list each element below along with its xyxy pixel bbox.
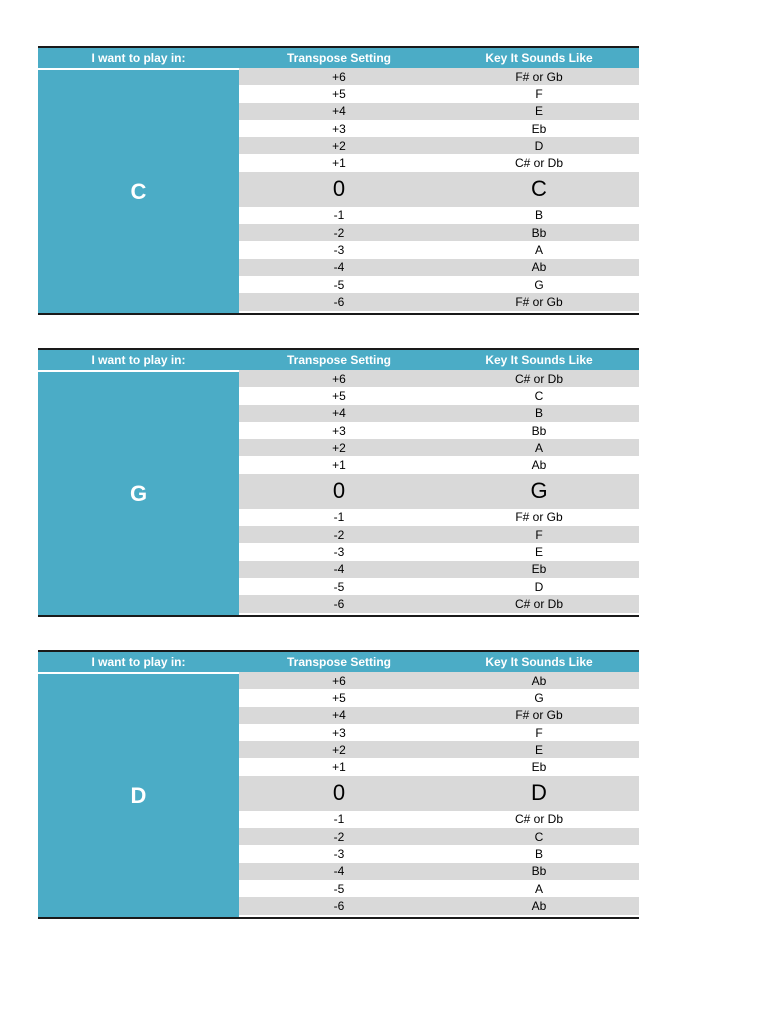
- sounds-cell: D: [531, 780, 547, 806]
- table-row: [239, 509, 639, 526]
- table-header: [38, 652, 639, 672]
- table-row: [239, 811, 639, 828]
- sounds-cell: Bb: [531, 225, 547, 240]
- table-row: [239, 85, 639, 102]
- sounds-cell: C: [534, 388, 544, 403]
- setting-cell: -5: [333, 881, 345, 896]
- table-row-zero: [239, 776, 639, 811]
- table-row: [239, 154, 639, 171]
- sounds-cell: Ab: [531, 898, 547, 913]
- sounds-cell: F# or Gb: [515, 69, 563, 84]
- table-row: [239, 224, 639, 241]
- header-play-in: I want to play in:: [91, 353, 186, 367]
- table-row: [239, 724, 639, 741]
- sounds-cell: F: [535, 86, 543, 101]
- setting-cell: +5: [332, 690, 346, 705]
- header-transpose-setting: Transpose Setting: [286, 353, 392, 367]
- table-row-zero: [239, 172, 639, 207]
- sounds-cell: C# or Db: [514, 812, 564, 827]
- setting-cell: 0: [332, 780, 346, 806]
- sounds-cell: C# or Db: [514, 156, 564, 171]
- sounds-cell: D: [534, 138, 544, 153]
- setting-cell: +3: [332, 121, 346, 136]
- sounds-cell: Eb: [531, 121, 547, 136]
- setting-cell: -5: [333, 277, 345, 292]
- setting-cell: 0: [332, 176, 346, 202]
- table-row: [239, 897, 639, 914]
- table-row: [239, 543, 639, 560]
- setting-cell: +6: [332, 69, 346, 84]
- table-rows: [239, 370, 639, 615]
- setting-cell: +6: [332, 673, 346, 688]
- setting-cell: 0: [332, 478, 346, 504]
- sounds-cell: A: [534, 881, 543, 896]
- table-row: [239, 526, 639, 543]
- table-row: [239, 293, 639, 310]
- table-row: [239, 561, 639, 578]
- header-play-in: I want to play in:: [91, 51, 186, 65]
- sounds-cell: Bb: [531, 423, 547, 438]
- setting-cell: +1: [332, 156, 346, 171]
- setting-cell: -3: [333, 545, 345, 560]
- table-header: [38, 350, 639, 370]
- setting-cell: -6: [333, 596, 345, 611]
- play-key-cell: C: [38, 68, 239, 313]
- table-row: [239, 758, 639, 775]
- table-row-zero: [239, 474, 639, 509]
- setting-cell: +4: [332, 104, 346, 119]
- table-row: [239, 741, 639, 758]
- sounds-cell: A: [534, 440, 543, 455]
- table-row: [239, 120, 639, 137]
- header-transpose-setting: Transpose Setting: [286, 51, 392, 65]
- sounds-cell: F: [535, 527, 543, 542]
- setting-cell: -2: [333, 829, 345, 844]
- sounds-cell: Eb: [531, 562, 547, 577]
- setting-cell: +5: [332, 388, 346, 403]
- table-row: [239, 863, 639, 880]
- setting-cell: -3: [333, 847, 345, 862]
- table-row: [239, 689, 639, 706]
- table-row: [239, 439, 639, 456]
- header-key-sounds-like: Key It Sounds Like: [485, 353, 593, 367]
- sounds-cell: Ab: [531, 673, 547, 688]
- setting-cell: -2: [333, 527, 345, 542]
- table-row: [239, 68, 639, 85]
- table-row: [239, 259, 639, 276]
- setting-cell: +5: [332, 86, 346, 101]
- header-key-sounds-like: Key It Sounds Like: [485, 51, 593, 65]
- play-key-cell: D: [38, 672, 239, 917]
- play-key-cell: G: [38, 370, 239, 615]
- sounds-cell: E: [534, 742, 543, 757]
- sounds-cell: C: [531, 176, 547, 202]
- setting-cell: +1: [332, 760, 346, 775]
- sounds-cell: G: [534, 690, 544, 705]
- table-rows: [239, 672, 639, 917]
- setting-cell: -1: [333, 812, 345, 827]
- sounds-cell: D: [534, 579, 544, 594]
- header-key-sounds-like: Key It Sounds Like: [485, 655, 593, 669]
- setting-cell: +4: [332, 708, 346, 723]
- setting-cell: +2: [332, 742, 346, 757]
- setting-cell: -6: [333, 294, 345, 309]
- table-row: [239, 207, 639, 224]
- table-row: [239, 595, 639, 612]
- sounds-cell: C# or Db: [514, 371, 564, 386]
- table-row: [239, 387, 639, 404]
- setting-cell: +3: [332, 725, 346, 740]
- setting-cell: +2: [332, 138, 346, 153]
- header-play-in: I want to play in:: [91, 655, 186, 669]
- sounds-cell: Ab: [531, 458, 547, 473]
- setting-cell: -1: [333, 510, 345, 525]
- table-row: [239, 880, 639, 897]
- sounds-cell: E: [534, 104, 543, 119]
- setting-cell: +3: [332, 423, 346, 438]
- table-row: [239, 103, 639, 120]
- transpose-table-2: [38, 348, 639, 617]
- table-rows: [239, 68, 639, 313]
- sounds-cell: F# or Gb: [515, 294, 563, 309]
- sounds-cell: F# or Gb: [515, 708, 563, 723]
- table-row: [239, 845, 639, 862]
- setting-cell: -1: [333, 208, 345, 223]
- table-row: [239, 137, 639, 154]
- setting-cell: -3: [333, 243, 345, 258]
- table-row: [239, 422, 639, 439]
- setting-cell: -2: [333, 225, 345, 240]
- table-header: [38, 48, 639, 68]
- setting-cell: -4: [333, 562, 345, 577]
- table-row: [239, 707, 639, 724]
- transpose-table-3: [38, 650, 639, 919]
- header-transpose-setting: Transpose Setting: [286, 655, 392, 669]
- sounds-cell: E: [534, 545, 543, 560]
- table-row: [239, 241, 639, 258]
- sounds-cell: A: [534, 243, 543, 258]
- sounds-cell: C# or Db: [514, 596, 564, 611]
- table-row: [239, 276, 639, 293]
- setting-cell: -4: [333, 864, 345, 879]
- sounds-cell: B: [534, 208, 543, 223]
- sounds-cell: F# or Gb: [515, 510, 563, 525]
- table-row: [239, 828, 639, 845]
- setting-cell: +1: [332, 458, 346, 473]
- table-row: [239, 405, 639, 422]
- setting-cell: +6: [332, 371, 346, 386]
- sounds-cell: Eb: [531, 760, 547, 775]
- setting-cell: -4: [333, 260, 345, 275]
- sounds-cell: B: [534, 847, 543, 862]
- sounds-cell: B: [534, 406, 543, 421]
- setting-cell: -6: [333, 898, 345, 913]
- setting-cell: +2: [332, 440, 346, 455]
- table-row: [239, 370, 639, 387]
- setting-cell: -5: [333, 579, 345, 594]
- sounds-cell: C: [534, 829, 544, 844]
- sounds-cell: F: [535, 725, 543, 740]
- sounds-cell: G: [530, 478, 548, 504]
- sounds-cell: Bb: [531, 864, 547, 879]
- sounds-cell: G: [534, 277, 544, 292]
- table-row: [239, 672, 639, 689]
- setting-cell: +4: [332, 406, 346, 421]
- sounds-cell: Ab: [531, 260, 547, 275]
- transpose-table-1: [38, 46, 639, 315]
- table-row: [239, 456, 639, 473]
- table-row: [239, 578, 639, 595]
